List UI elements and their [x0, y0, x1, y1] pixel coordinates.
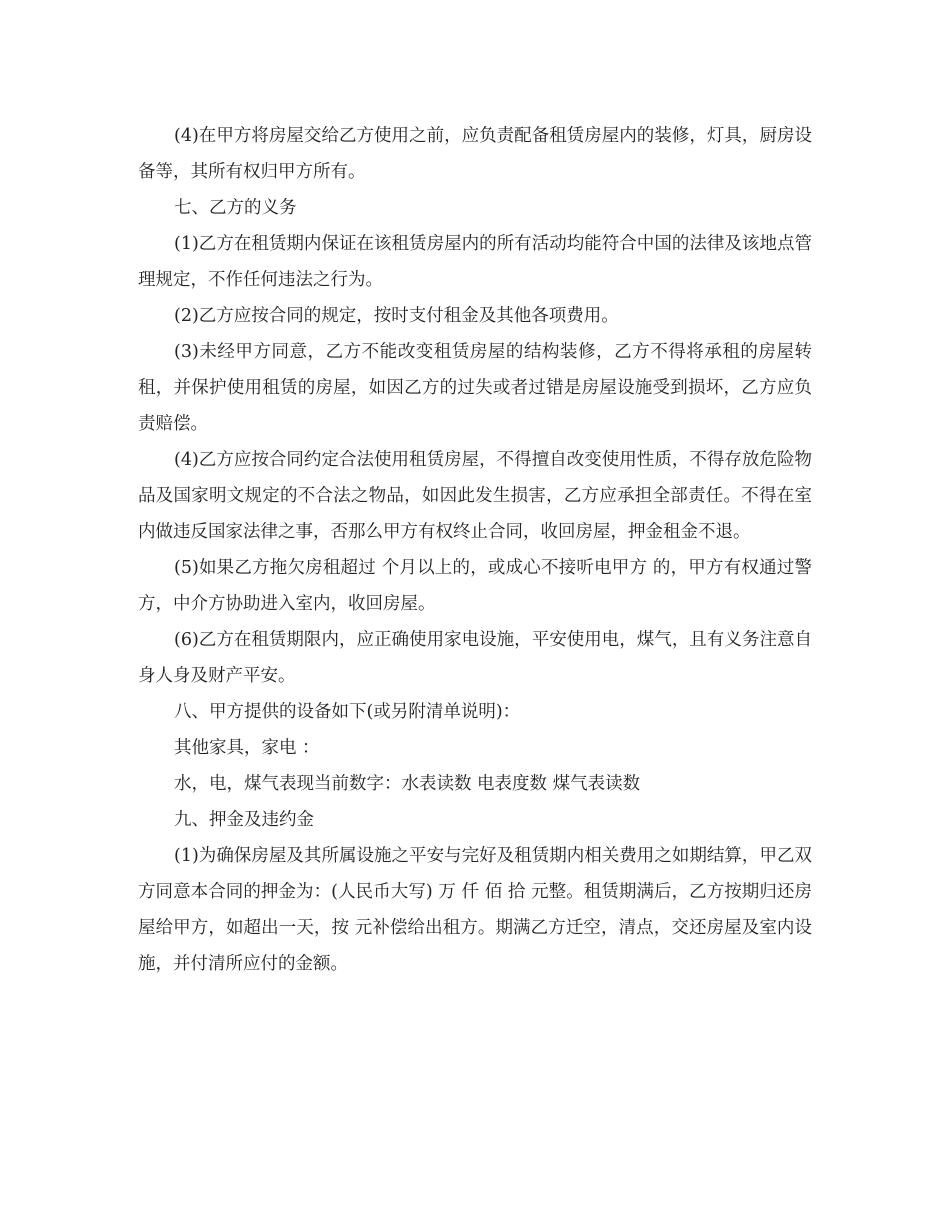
paragraph-clause-7-3: (3)未经甲方同意，乙方不能改变租赁房屋的结构装修，乙方不得将承租的房屋转租，并保护使用租赁的房屋，如因乙方的过失或者过错是房屋设施受到损坏，乙方应负责赔偿。: [138, 342, 812, 434]
paragraph-clause-7-1: (1)乙方在租赁期内保证在该租赁房屋内的所有活动均能符合中国的法律及该地点管理规定，不作任何违法之行为。: [138, 234, 812, 290]
paragraph-meter-readings: 水，电，煤气表现当前数字：水表读数 电表度数 煤气表读数: [174, 774, 641, 794]
paragraph-clause-6-4: (4)在甲方将房屋交给乙方使用之前，应负责配备租赁房屋内的装修，灯具，厨房设备等，其所有权归甲方所有。: [138, 126, 812, 182]
paragraph-furniture: 其他家具，家电 ：: [174, 738, 320, 758]
heading-section-9: 九、押金及违约金: [174, 810, 314, 830]
paragraph-clause-7-6: (6)乙方在租赁期限内，应正确使用家电设施，平安使用电，煤气，且有义务注意自身人身及财产平安。: [138, 630, 812, 686]
paragraph-clause-9-1: (1)为确保房屋及其所属设施之平安与完好及租赁期内相关费用之如期结算，甲乙双方同意本合同的押金为：(人民币大写) 万 仟 佰 拾 元整。租赁期满后，乙方按期归还房屋给甲方，如超出一天，按 元补偿给出租方。期满乙方迁空，清点，交还房屋及室内设施，并付清所应付的金额。: [138, 846, 812, 974]
document-body: [138, 118, 812, 982]
paragraph-clause-7-4: (4)乙方应按合同约定合法使用租赁房屋，不得擅自改变使用性质，不得存放危险物品及国家明文规定的不合法之物品，如因此发生损害，乙方应承担全部责任。不得在室内做违反国家法律之事，否那么甲方有权终止合同，收回房屋，押金租金不退。: [138, 450, 812, 542]
paragraph-clause-7-5: (5)如果乙方拖欠房租超过 个月以上的，或成心不接听电甲方 的，甲方有权通过警方，中介方协助进入室内，收回房屋。: [138, 558, 812, 614]
paragraph-clause-7-2: (2)乙方应按合同的规定，按时支付租金及其他各项费用。: [174, 306, 619, 326]
heading-section-8: 八、甲方提供的设备如下(或另附清单说明)：: [174, 702, 521, 722]
heading-section-7: 七、乙方的义务: [174, 198, 297, 218]
